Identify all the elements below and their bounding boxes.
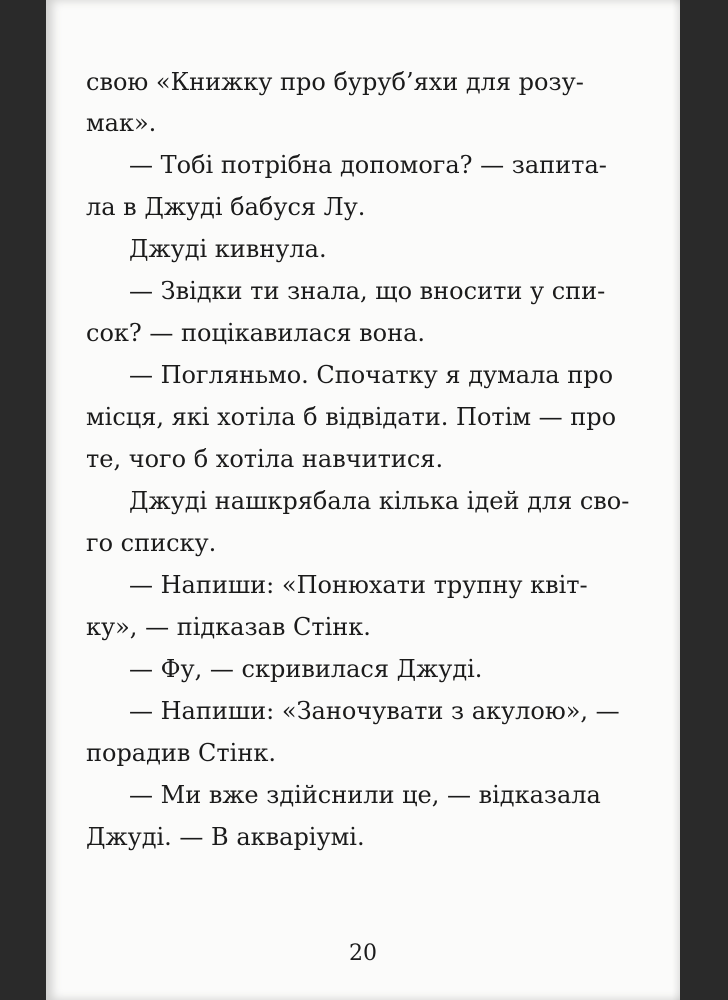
text-line: сок? — поцікавилася вона. <box>86 319 426 347</box>
text-line: Джуді. — В акваріумі. <box>86 823 365 851</box>
text-line: ла в Джуді бабуся Лу. <box>86 193 366 221</box>
text-line: порадив Стінк. <box>86 739 276 767</box>
text-line: мак». <box>86 109 157 137</box>
book-page <box>46 0 680 1000</box>
text-line: — Фу, — скривилася Джуді. <box>129 655 483 683</box>
text-line: — Напиши: «Заночувати з акулою», — <box>129 697 620 725</box>
text-line: Джуді нашкрябала кілька ідей для сво- <box>129 487 630 515</box>
page-number: 20 <box>349 941 377 966</box>
text-line: те, чого б хотіла навчитися. <box>86 445 444 473</box>
text-line: Джуді кивнула. <box>129 235 327 263</box>
text-line: — Тобі потрібна допомога? — запита- <box>129 151 607 179</box>
text-line: ку», — підказав Стінк. <box>86 613 371 641</box>
text-line: — Погляньмо. Спочатку я думала про <box>129 361 614 389</box>
text-line: — Напиши: «Понюхати трупну квіт- <box>129 571 588 599</box>
text-line: свою «Книжку про буруб’яхи для розу- <box>86 68 584 96</box>
text-line: — Ми вже здійснили це, — відказала <box>129 781 601 809</box>
text-line: — Звідки ти знала, що вносити у спи- <box>129 277 606 305</box>
page-text <box>46 0 680 1000</box>
text-line: місця, які хотіла б відвідати. Потім — про <box>86 403 617 431</box>
text-line: го списку. <box>86 529 217 557</box>
